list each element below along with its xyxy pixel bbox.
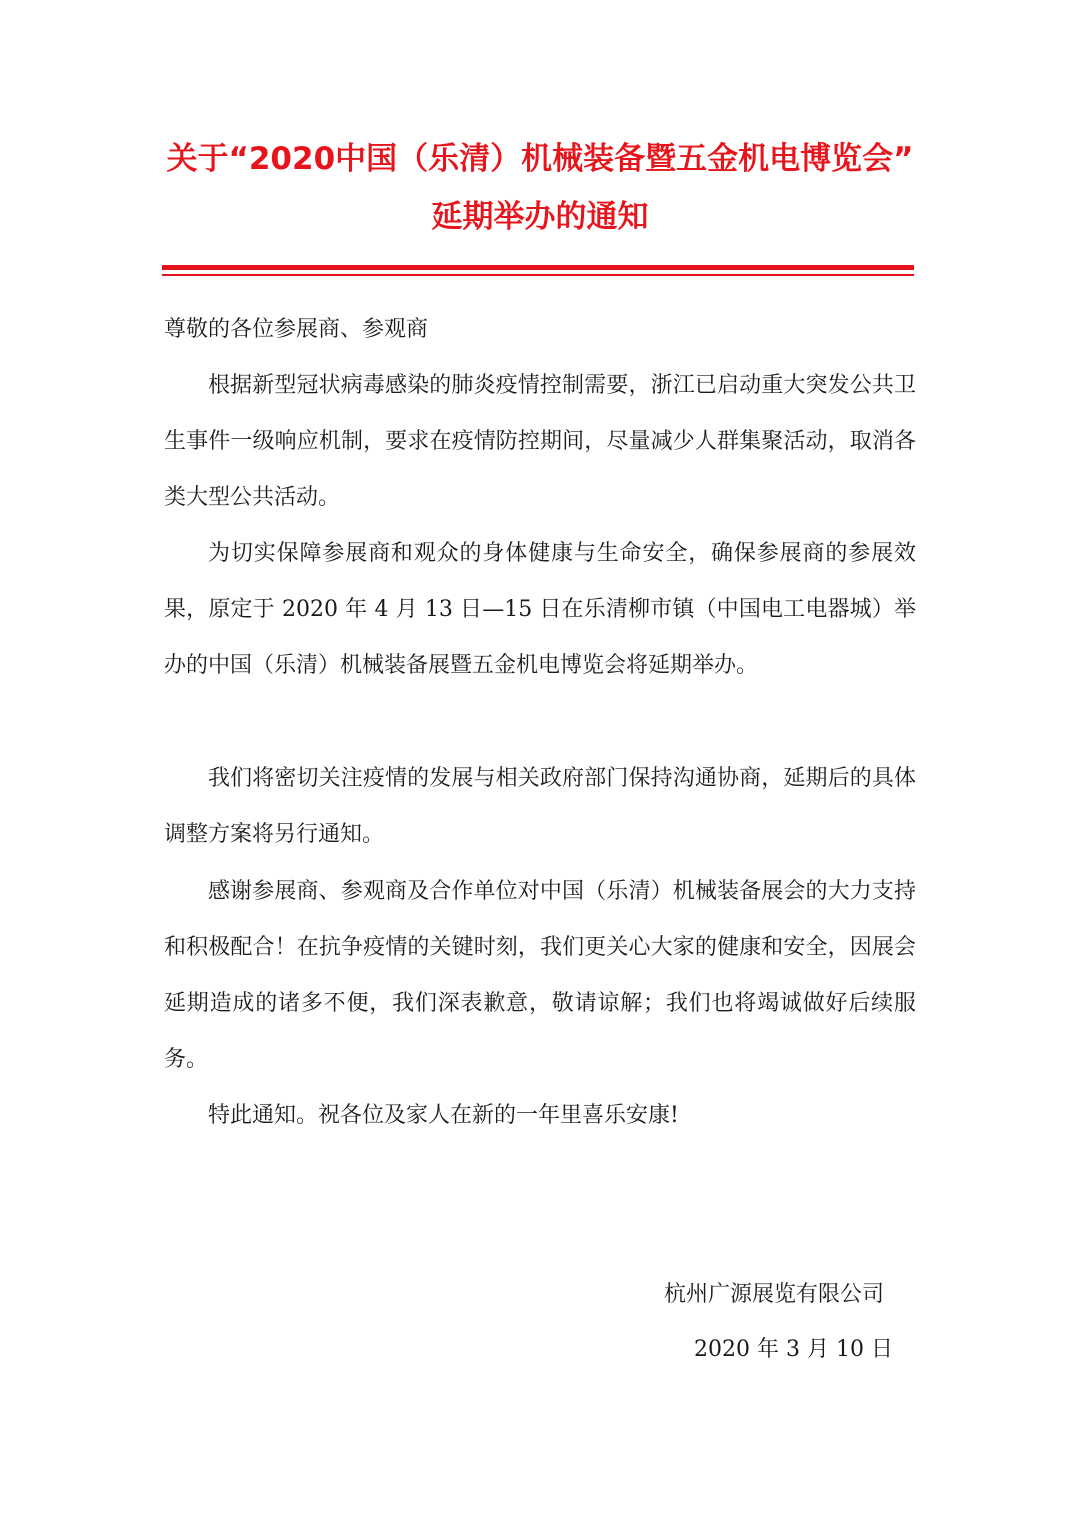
paragraph-3: 我们将密切关注疫情的发展与相关政府部门保持沟通协商，延期后的具体调整方案将另行通知。	[164, 766, 916, 847]
paragraph-4: 感谢参展商、参观商及合作单位对中国（乐清）机械装备展会的大力支持和积极配合！在抗争疫情的关键时刻，我们更关心大家的健康和安全，因展会延期造成的诸多不便，我们深表歉意，敬请谅解；我们也将竭诚做好后续服务。	[164, 879, 916, 1072]
paragraph-2: 为切实保障参展商和观众的身体健康与生命安全，确保参展商的参展效果，原定于 2020 年 4 月 13 日—15 日在乐清柳市镇（中国电工电器城）举办的中国（乐清）机械装备展暨五金机电博览会将延期举办。	[164, 541, 916, 678]
notice-title-line2: 延期举办的通知	[431, 199, 649, 235]
title-divider-thin	[162, 274, 914, 276]
notice-body-4	[164, 864, 916, 1088]
signature-date: 2020 年 3 月 10 日	[694, 1337, 893, 1362]
signature-company: 杭州广源展览有限公司	[664, 1282, 885, 1307]
notice-body-3	[164, 751, 916, 863]
notice-body-2	[164, 526, 916, 694]
paragraph-1: 根据新型冠状病毒感染的肺炎疫情控制需要，浙江已启动重大突发公共卫生事件一级响应机制，要求在疫情防控期间，尽量减少人群集聚活动，取消各类大型公共活动。	[164, 373, 916, 510]
notice-body	[164, 358, 916, 526]
notice-body-5	[164, 1088, 916, 1144]
paragraph-5: 特此通知。祝各位及家人在新的一年里喜乐安康!	[208, 1103, 679, 1128]
notice-title-line1: 关于“2020中国（乐清）机械装备暨五金机电博览会”	[166, 141, 914, 177]
greeting: 尊敬的各位参展商、参观商	[164, 317, 429, 342]
title-divider-thick	[162, 265, 914, 270]
